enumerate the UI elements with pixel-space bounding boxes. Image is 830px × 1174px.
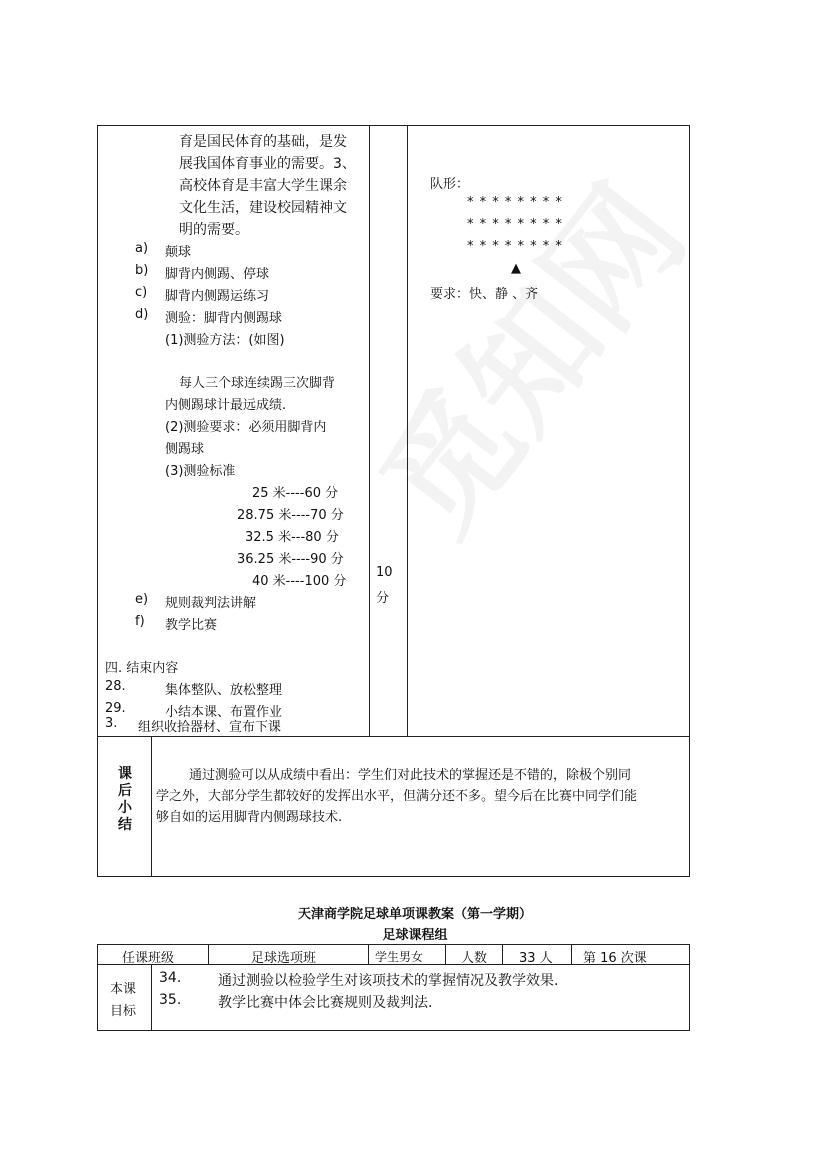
goal-text: 通过测验以检验学生对该项技术的掌握情况及教学效果. — [218, 973, 559, 989]
lesson-subtitle: 足球课程组 — [382, 928, 448, 943]
item-text: 教学比赛 — [165, 618, 218, 633]
formation-label: 队形： — [430, 177, 470, 192]
item-marker: a) — [135, 241, 149, 256]
lower-header-col-divider — [571, 944, 572, 964]
header-cell-class-value: 足球选项班 — [251, 951, 317, 966]
upper-table-bottom-border — [97, 876, 690, 877]
item-marker: b) — [135, 263, 149, 278]
header-cell-count-value: 33 人 — [519, 951, 553, 966]
goal-text: 教学比赛中体会比赛规则及裁判法. — [218, 995, 433, 1011]
goal-marker: 35. — [159, 992, 182, 1008]
item-marker: c) — [135, 285, 148, 300]
end-item-text: 集体整队、放松整理 — [165, 683, 283, 698]
lower-header-col-divider — [445, 944, 446, 964]
summary-line: 学之外，大部分学生都较好的发挥出水平，但满分还不多。望今后在比赛中同学们能 — [156, 789, 638, 804]
item-text: 测验：脚背内侧踢球 — [165, 311, 283, 326]
test-requirement: 侧踢球 — [165, 442, 205, 457]
test-requirement: (2)测验要求：必须用脚背内 — [165, 420, 327, 435]
test-method-desc: 每人三个球连续踢三次脚背 — [179, 376, 336, 391]
item-text: 颠球 — [165, 245, 192, 260]
end-item-marker: 28. — [105, 679, 126, 694]
time-value: 10 — [376, 565, 393, 580]
item-text: 脚背内侧踢、停球 — [165, 267, 270, 282]
end-item-text: 组织收拾器材、宣布下课 — [138, 720, 282, 735]
formation-row: * * * * * * * * — [467, 195, 563, 210]
summary-line: 通过测验可以从成绩中看出：学生们对此技术的掌握还是不错的，除极个别同 — [189, 768, 632, 783]
summary-label: 课后小结 — [118, 766, 132, 833]
item-marker: e) — [135, 592, 149, 607]
item-marker: f) — [135, 614, 145, 629]
item-text: 规则裁判法讲解 — [165, 596, 257, 611]
lower-header-col-divider — [368, 944, 369, 964]
teacher-triangle-icon: ▲ — [511, 261, 521, 276]
end-item-marker: 29. — [105, 701, 126, 716]
end-item-marker: 3. — [105, 716, 118, 731]
end-item-text: 小结本课、布置作业 — [165, 705, 283, 720]
formation-requirement: 要求：快、静 、齐 — [430, 287, 539, 302]
goal-label: 目标 — [110, 1004, 137, 1019]
header-cell-count-label: 人数 — [461, 951, 488, 966]
lower-table-top-border — [97, 944, 690, 945]
upper-table-left-border — [97, 125, 98, 877]
end-section-title: 四. 结束内容 — [105, 661, 179, 676]
summary-line: 够自如的运用脚背内侧踢球技术. — [156, 810, 343, 825]
intro-line: 高校体育是丰富大学生课余 — [179, 178, 347, 194]
standard-line: 25 米----60 分 — [252, 486, 339, 501]
summary-row-divider — [97, 736, 690, 737]
goal-label-divider — [151, 964, 152, 1030]
lower-table-bottom-border — [97, 1030, 690, 1031]
intro-line: 展我国体育事业的需要。3、 — [179, 156, 356, 172]
upper-table-top-border — [97, 125, 690, 126]
col-divider-1 — [369, 125, 370, 736]
test-standard-title: (3)测验标准 — [165, 464, 236, 479]
upper-table-right-border — [689, 125, 690, 877]
formation-row: * * * * * * * * — [467, 239, 563, 254]
summary-label-divider — [151, 736, 152, 876]
lower-table-right-border — [689, 944, 690, 1031]
header-cell-class: 任课班级 — [122, 951, 175, 966]
goal-label: 本课 — [110, 982, 137, 997]
item-text: 脚背内侧踢运练习 — [165, 289, 270, 304]
standard-line: 28.75 米----70 分 — [237, 508, 344, 523]
lesson-title: 天津商学院足球单项课教案（第一学期） — [297, 907, 532, 922]
standard-line: 32.5 米---80 分 — [245, 530, 339, 545]
test-method-desc: 内侧踢球计最远成绩. — [165, 398, 287, 413]
lower-header-col-divider — [208, 944, 209, 964]
goal-marker: 34. — [159, 970, 182, 986]
time-unit: 分 — [376, 591, 390, 606]
intro-line: 明的需要。 — [179, 222, 249, 238]
item-marker: d) — [135, 307, 149, 322]
intro-line: 育是国民体育的基础，是发 — [179, 134, 347, 150]
intro-line: 文化生活，建设校园精神文 — [179, 200, 347, 216]
header-cell-session: 第 16 次课 — [583, 951, 647, 966]
header-cell-gender: 学生男女 — [375, 950, 424, 964]
formation-row: * * * * * * * * — [467, 217, 563, 232]
standard-line: 36.25 米----90 分 — [237, 552, 344, 567]
col-divider-2 — [407, 125, 408, 736]
lower-table-left-border — [97, 944, 98, 1031]
test-method: (1)测验方法：(如图) — [165, 333, 285, 348]
lower-header-col-divider — [502, 944, 503, 964]
standard-line: 40 米----100 分 — [252, 574, 347, 589]
